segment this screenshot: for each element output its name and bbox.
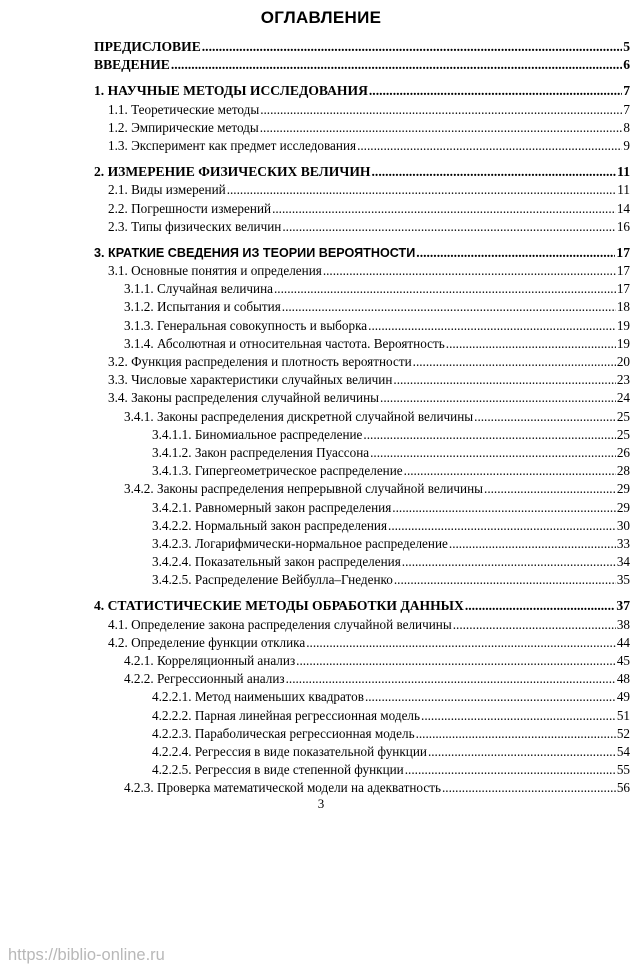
toc-entry[interactable] (94, 335, 630, 353)
toc-entry[interactable] (94, 761, 630, 779)
dot-leader (484, 480, 616, 498)
toc-entry-title: ВВЕДЕНИЕ (94, 57, 170, 73)
dot-leader (323, 262, 616, 280)
toc-entry-page: 20 (616, 354, 630, 369)
toc-entry[interactable] (94, 517, 630, 535)
dot-leader (227, 181, 617, 199)
toc-entry[interactable] (94, 317, 630, 335)
dot-leader (365, 688, 616, 706)
page-number: 3 (317, 796, 325, 811)
toc-entry-title: 3.4.2.3. Логарифмически-нормальное распределение (152, 535, 448, 551)
toc-entry[interactable] (94, 56, 630, 74)
toc-entry-title: 4.2.3. Проверка математической модели на адекватность (124, 780, 441, 796)
toc-entry[interactable] (94, 200, 630, 218)
toc-entry-title: 3.4.1.1. Биномиальное распределение (152, 426, 363, 442)
toc-entry[interactable] (94, 688, 630, 706)
toc-entry-title: 3.1.2. Испытания и события (124, 299, 281, 315)
dot-leader (171, 56, 622, 74)
toc-entry-page: 54 (616, 743, 630, 759)
toc-entry[interactable] (94, 280, 630, 298)
toc-entry[interactable] (94, 670, 630, 688)
toc-entry-title: 4.1. Определение закона распределения случайной величины (108, 616, 452, 632)
dot-leader (306, 634, 616, 652)
dot-leader (370, 444, 616, 462)
toc-entry-title: 3.1.1. Случайная величина (124, 281, 273, 297)
toc-entry[interactable] (94, 408, 630, 426)
toc-entry-page: 37 (616, 598, 630, 614)
toc-entry-page: 19 (616, 335, 630, 351)
dot-leader (286, 670, 616, 688)
toc-entry[interactable] (94, 499, 630, 517)
toc-entry-title: 3.4.1. Законы распределения дискретной случайной величины (124, 408, 474, 424)
toc-entry-page: 17 (616, 244, 630, 260)
toc-entry-page: 30 (616, 517, 630, 533)
toc-entry-page: 29 (616, 481, 630, 497)
toc-entry-title: 4.2.2. Регрессионный анализ (124, 671, 285, 687)
dot-leader (357, 137, 622, 155)
toc-entry-title: 4.2.2.3. Параболическая регрессионная модель (152, 725, 415, 741)
toc-entry-page: 5 (623, 39, 630, 54)
toc-entry-page: 9 (623, 137, 630, 153)
toc-entry-page: 11 (617, 164, 630, 180)
toc-entry-page: 29 (616, 499, 630, 515)
page-title: ОГЛАВЛЕНИЕ (260, 8, 382, 27)
toc-entry-page: 33 (616, 535, 630, 551)
dot-leader (465, 597, 616, 615)
toc-entry-title: 3.1.4. Абсолютная и относительная частота. Вероятность (124, 335, 445, 351)
dot-leader (296, 652, 616, 670)
dot-leader (421, 707, 616, 725)
table-of-contents (94, 38, 630, 798)
toc-entry-title: 4.2.1. Корреляционный анализ (124, 653, 296, 668)
dot-leader (442, 779, 616, 797)
toc-entry[interactable] (94, 616, 630, 634)
dot-leader (394, 571, 616, 589)
toc-entry[interactable] (94, 389, 630, 407)
dot-leader (372, 163, 617, 181)
toc-entry-page: 48 (616, 671, 630, 687)
toc-entry-page: 16 (616, 218, 630, 234)
toc-entry[interactable] (94, 707, 630, 725)
dot-leader (260, 119, 623, 137)
toc-entry-title: 2.2. Погрешности измерений (108, 200, 272, 216)
toc-entry-page: 17 (616, 281, 630, 297)
toc-entry[interactable] (94, 371, 630, 389)
dot-leader (388, 517, 616, 535)
toc-entry-title: 1.3. Эксперимент как предмет исследования (108, 137, 357, 153)
toc-entry[interactable] (94, 218, 630, 236)
toc-entry-page: 34 (616, 554, 630, 570)
toc-entry-page: 19 (616, 317, 630, 333)
dot-leader (368, 317, 616, 335)
dot-leader (416, 725, 616, 743)
toc-entry-title: 1.2. Эмпирические методы (108, 119, 259, 135)
toc-entry-page: 38 (616, 616, 630, 632)
toc-entry-title: 3.4.2.2. Нормальный закон распределения (152, 517, 388, 533)
toc-entry-page: 55 (616, 762, 630, 778)
dot-leader (202, 38, 622, 56)
dot-leader (272, 200, 616, 218)
toc-entry-page: 28 (616, 463, 630, 479)
toc-entry-title: 2.1. Виды измерений (108, 182, 226, 198)
dot-leader (416, 244, 615, 262)
toc-entry-title: 4.2.2.4. Регрессия в виде показательной функции (152, 743, 427, 759)
toc-entry-page: 14 (616, 200, 630, 216)
toc-entry-title: 4.2.2.5. Регрессия в виде степенной функции (152, 762, 404, 778)
dot-leader (402, 553, 616, 571)
toc-entry-title: 3.4.2. Законы распределения непрерывной случайной величины (124, 481, 484, 497)
toc-entry[interactable] (94, 553, 630, 571)
toc-entry-page: 49 (616, 689, 630, 705)
toc-entry-title: 3.4.1.2. Закон распределения Пуассона (152, 444, 370, 460)
toc-entry-title: 1. НАУЧНЫЕ МЕТОДЫ ИССЛЕДОВАНИЯ (94, 83, 368, 99)
toc-entry[interactable] (94, 298, 630, 316)
toc-entry-page: 45 (616, 653, 630, 668)
dot-leader (369, 82, 622, 100)
dot-leader (282, 218, 615, 236)
toc-entry[interactable] (94, 571, 630, 589)
dot-leader (380, 389, 616, 407)
toc-entry-page: 6 (623, 57, 630, 73)
toc-entry-title: 3.4.2.4. Показательный закон распределения (152, 554, 401, 570)
toc-entry[interactable] (94, 725, 630, 743)
toc-entry-page: 11 (617, 182, 630, 198)
toc-entry[interactable] (94, 137, 630, 155)
toc-entry-title: 3.4. Законы распределения случайной величины (108, 390, 380, 406)
toc-entry-page: 51 (616, 707, 630, 723)
dot-leader (404, 462, 616, 480)
toc-entry-page: 25 (616, 426, 630, 442)
toc-entry-title: 3.3. Числовые характеристики случайных величин (108, 372, 393, 388)
toc-entry-page: 17 (616, 263, 630, 279)
toc-entry-title: 3.4.2.5. Распределение Вейбулла–Гнеденко (152, 572, 393, 588)
dot-leader (474, 408, 616, 426)
dot-leader (453, 616, 616, 634)
toc-entry[interactable] (94, 444, 630, 462)
dot-leader (413, 353, 616, 371)
dot-leader (363, 426, 615, 444)
toc-entry-title: 2. ИЗМЕРЕНИЕ ФИЗИЧЕСКИХ ВЕЛИЧИН (94, 164, 371, 180)
toc-entry[interactable] (94, 82, 630, 100)
toc-entry-page: 18 (616, 299, 630, 315)
toc-entry-title: 4.2.2.2. Парная линейная регрессионная модель (152, 707, 421, 723)
dot-leader (428, 743, 616, 761)
toc-entry-title: 3.4.1.3. Гипергеометрическое распределение (152, 463, 403, 479)
toc-entry-page: 44 (616, 634, 630, 650)
toc-entry-title: 3. КРАТКИЕ СВЕДЕНИЯ ИЗ ТЕОРИИ ВЕРОЯТНОСТИ (94, 245, 416, 260)
watermark-url: https://biblio-online.ru (8, 946, 165, 964)
toc-entry-title: 3.1.3. Генеральная совокупность и выборка (124, 317, 368, 333)
toc-entry-title: 4.2. Определение функции отклика (108, 634, 306, 650)
toc-entry-page: 35 (616, 572, 630, 588)
toc-entry-page: 56 (616, 780, 630, 796)
dot-leader (446, 335, 616, 353)
toc-entry[interactable] (94, 38, 630, 56)
dot-leader (405, 761, 616, 779)
toc-entry-page: 7 (623, 83, 630, 99)
dot-leader (449, 535, 616, 553)
toc-entry[interactable] (94, 353, 630, 371)
toc-entry-page: 25 (616, 408, 630, 424)
dot-leader (393, 371, 615, 389)
toc-entry-page: 24 (616, 390, 630, 406)
toc-entry[interactable] (94, 244, 630, 262)
toc-entry-page: 23 (616, 372, 630, 388)
toc-entry[interactable] (94, 480, 630, 498)
toc-entry[interactable] (94, 119, 630, 137)
toc-entry-title: 1.1. Теоретические методы (108, 101, 260, 117)
toc-entry[interactable] (94, 743, 630, 761)
toc-entry[interactable] (94, 652, 630, 670)
dot-leader (260, 101, 622, 119)
dot-leader (392, 499, 616, 517)
dot-leader (274, 280, 616, 298)
toc-entry-title: 2.3. Типы физических величин (108, 218, 282, 234)
toc-entry-title: ПРЕДИСЛОВИЕ (94, 39, 201, 54)
dot-leader (282, 298, 616, 316)
toc-entry[interactable] (94, 634, 630, 652)
toc-entry-page: 52 (616, 725, 630, 741)
toc-entry-title: 3.4.2.1. Равномерный закон распределения (152, 499, 392, 515)
toc-entry-page: 26 (616, 444, 630, 460)
toc-entry[interactable] (94, 462, 630, 480)
toc-entry-title: 3.2. Функция распределения и плотность вероятности (108, 354, 412, 369)
toc-entry-title: 4.2.2.1. Метод наименьших квадратов (152, 689, 364, 705)
toc-entry-title: 3.1. Основные понятия и определения (108, 263, 322, 279)
toc-entry[interactable] (94, 597, 630, 615)
toc-entry-page: 8 (623, 119, 630, 135)
toc-entry[interactable] (94, 779, 630, 797)
toc-entry[interactable] (94, 426, 630, 444)
toc-entry-title: 4. СТАТИСТИЧЕСКИЕ МЕТОДЫ ОБРАБОТКИ ДАННЫХ (94, 598, 464, 614)
toc-entry[interactable] (94, 535, 630, 553)
toc-entry-page: 7 (623, 101, 630, 117)
toc-entry[interactable] (94, 262, 630, 280)
toc-entry[interactable] (94, 181, 630, 199)
toc-entry[interactable] (94, 163, 630, 181)
toc-entry[interactable] (94, 101, 630, 119)
